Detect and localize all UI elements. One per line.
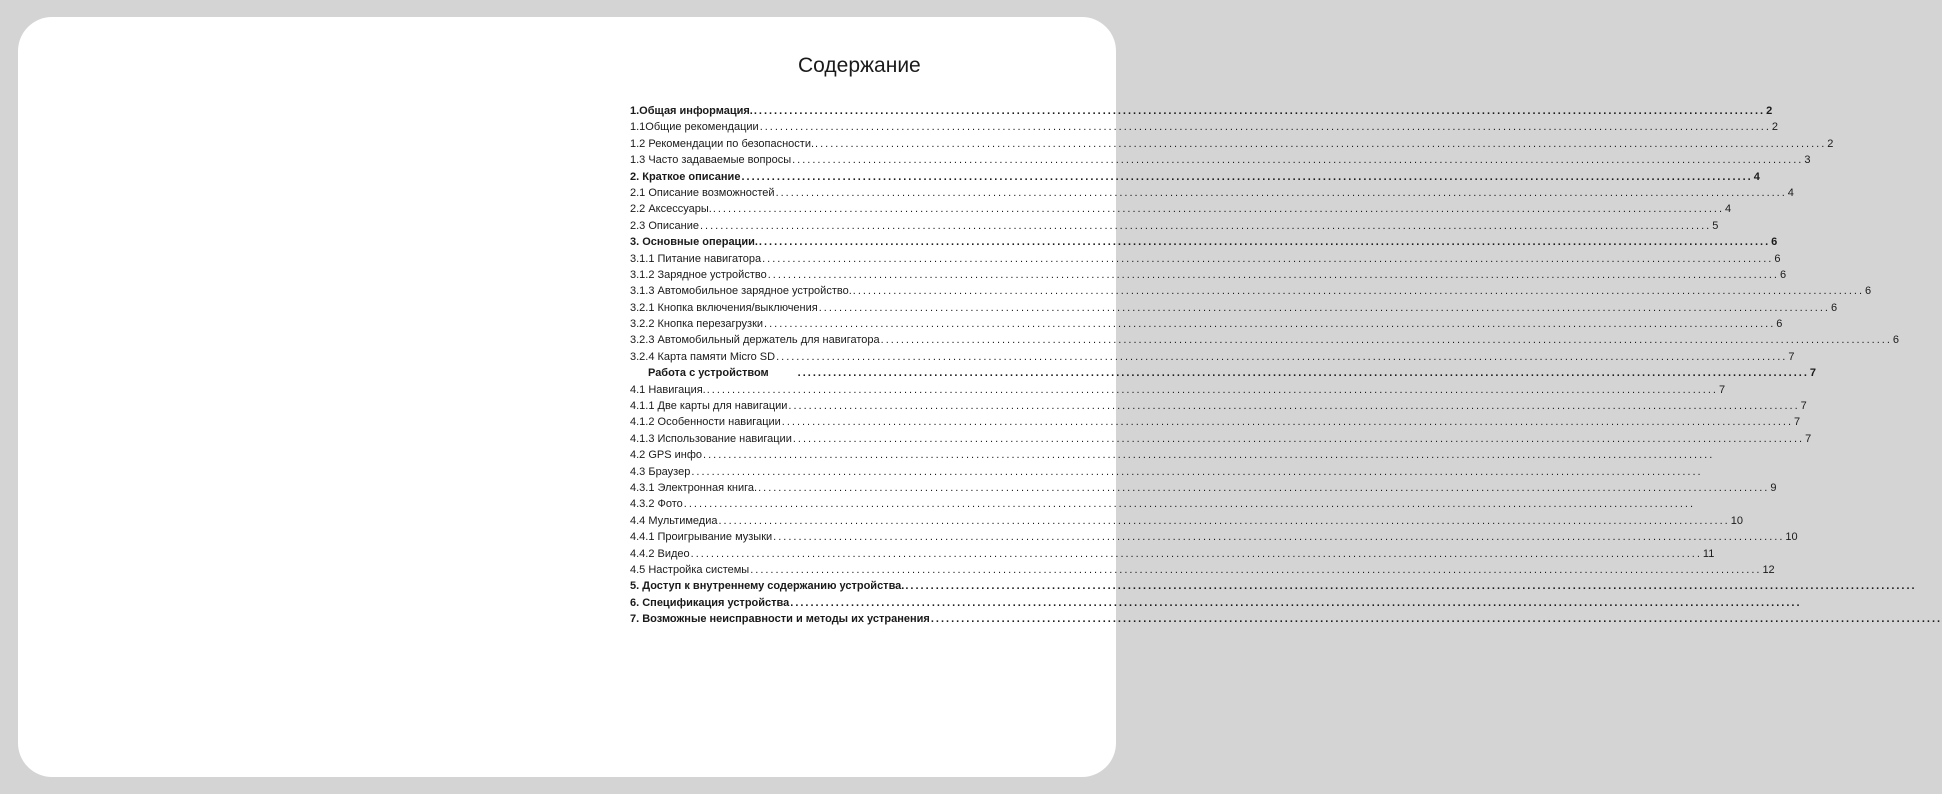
table-of-contents [630, 103, 1942, 628]
toc-entry-leader: ........................................................................................................................................................................................................ [767, 268, 1779, 281]
toc-entry-label: Работа с устройством [648, 367, 769, 380]
toc-entry [630, 234, 1778, 250]
toc-entry-label: 3.1.2 Зарядное устройство [630, 268, 767, 281]
toc-entry-leader: ........................................................................................................................................................................................................ [706, 383, 1718, 396]
toc-entry-label: 1.2 Рекомендации по безопасности. [630, 137, 815, 150]
toc-entry-page: 6 [1774, 252, 1781, 265]
toc-entry-label: 4.1.1 Две карты для навигации [630, 400, 788, 413]
toc-entry-page: 4 [1753, 170, 1760, 183]
toc-entry-page: 6 [1776, 318, 1783, 331]
toc-entry [630, 595, 1802, 611]
toc-entry [630, 513, 1743, 529]
toc-entry-page: 6 [1865, 285, 1872, 298]
toc-entry-label: 3. Основные операции. [630, 236, 758, 249]
toc-entry-leader: ........................................................................................................................................................................................................ [759, 121, 1771, 134]
toc-entry-leader: ........................................................................................................................................................................................................ [712, 203, 1725, 216]
toc-entry [630, 300, 1838, 316]
toc-entry-label: 2. Краткое описание [630, 170, 741, 183]
toc-entry-leader: ........................................................................................................................................................................................................ [750, 563, 1762, 576]
toc-entry [630, 201, 1732, 217]
toc-entry [630, 464, 1703, 480]
toc-entry-label: 1.1Общие рекомендации [630, 121, 759, 134]
toc-entry-label: 4.3.2 Фото [630, 498, 683, 511]
toc-entry [630, 546, 1715, 562]
toc-entry-label: 1.Общая информация. [630, 105, 753, 117]
toc-entry-leader: ........................................................................................................................................................................................................ [741, 170, 1753, 183]
toc-entry-leader: ........................................................................................................................................................................................................ [764, 318, 1776, 331]
toc-entry-label: 3.2.1 Кнопка включения/выключения [630, 301, 818, 314]
toc-entry [630, 218, 1719, 234]
toc-entry [630, 365, 1817, 381]
toc-entry-leader: ........................................................................................................................................................................................................ [690, 547, 1702, 560]
toc-entry-label: 3.2.4 Карта памяти Micro SD [630, 350, 776, 363]
toc-entry [630, 332, 1900, 348]
toc-entry-page: 11 [1702, 547, 1715, 560]
toc-entry-page: 10 [1730, 514, 1743, 527]
toc-entry-page: 2 [1771, 121, 1779, 134]
toc-entry [630, 152, 1811, 168]
toc-entry-label: 4.3 Браузер [630, 465, 691, 478]
toc-entry [630, 136, 1834, 152]
toc-entry-label: 7. Возможные неисправности и методы их устранения [630, 613, 930, 626]
toc-entry-leader: ........................................................................................................................................................................................................ [691, 465, 1703, 478]
toc-entry [630, 398, 1807, 414]
toc-entry [630, 447, 1715, 463]
toc-entry-page: 6 [1892, 334, 1900, 347]
toc-entry [630, 349, 1795, 365]
toc-entry-label: 4.1.2 Особенности навигации [630, 416, 781, 429]
toc-entry-leader: ........................................................................................................................................................................................................ [792, 154, 1804, 167]
toc-entry [630, 529, 1798, 545]
toc-entry-page: 3 [1804, 154, 1811, 167]
toc-entry-leader: ........................................................................................................................................................................................................ [792, 432, 1805, 445]
toc-entry-page: 7 [1794, 416, 1801, 429]
toc-entry-page: 5 [1712, 219, 1719, 232]
toc-entry-label: 6. Спецификация устройства [630, 596, 790, 609]
toc-entry-label: 4.1.3 Использование навигации [630, 432, 792, 445]
toc-entry-page: 2 [1827, 137, 1834, 150]
toc-entry-leader: ........................................................................................................................................................................................................ [852, 285, 1864, 298]
toc-entry-leader: ........................................................................................................................................................................................................ [776, 350, 1788, 363]
toc-entry-leader: ........................................................................................................................................................................................................ [818, 301, 1830, 314]
toc-entry [630, 267, 1787, 283]
toc-entry-leader: ........................................................................................................................................................................................................ [773, 531, 1785, 544]
toc-entry-leader: ........................................................................................................................................................................................................ [880, 334, 1892, 347]
toc-entry-leader: ........................................................................................................................................................................................................ [930, 613, 1942, 626]
toc-entry [630, 103, 1773, 119]
toc-entry-label: 2.3 Описание [630, 219, 699, 232]
toc-entry-leader: ........................................................................................................................................................................................................ [781, 416, 1794, 429]
toc-entry-leader: ........................................................................................................................................................................................................ [699, 219, 1712, 232]
toc-entry-page: 6 [1771, 236, 1778, 249]
toc-entry-label: 4.2 GPS инфо [630, 449, 703, 462]
toc-entry-label: 4.3.1 Электронная книга. [630, 481, 758, 494]
toc-entry-page: 10 [1785, 531, 1798, 544]
toc-title: Содержание [798, 54, 921, 77]
toc-entry-page: 9 [1770, 481, 1777, 494]
toc-entry-leader: ........................................................................................................................................................................................................ [797, 367, 1809, 380]
toc-entry-leader: ........................................................................................................................................................................................................ [753, 105, 1766, 117]
toc-entry-page: 4 [1787, 186, 1794, 199]
toc-entry [630, 316, 1783, 332]
toc-entry-leader: ........................................................................................................................................................................................................ [683, 498, 1696, 511]
toc-entry-label: 3.2.2 Кнопка перезагрузки [630, 318, 764, 331]
toc-entry-page: 4 [1725, 203, 1732, 216]
toc-entry [630, 480, 1777, 496]
toc-entry [630, 496, 1696, 512]
toc-entry-page: 7 [1718, 383, 1726, 396]
toc-entry [630, 185, 1794, 201]
toc-entry-label: 3.2.3 Автомобильный держатель для навигатора [630, 334, 880, 347]
toc-entry-page: 7 [1805, 432, 1812, 445]
toc-entry-leader: ........................................................................................................................................................................................................ [718, 514, 1730, 527]
toc-entry-leader: ........................................................................................................................................................................................................ [758, 236, 1771, 249]
toc-entry-label: 4.4.2 Видео [630, 547, 690, 560]
toc-entry-label: 2.2 Аксессуары. [630, 203, 712, 216]
toc-entry [630, 578, 1917, 594]
toc-entry [630, 611, 1942, 627]
toc-entry [630, 562, 1775, 578]
toc-entry-leader: ........................................................................................................................................................................................................ [762, 252, 1774, 265]
toc-entry-label: 5. Доступ к внутреннему содержанию устройства. [630, 580, 905, 593]
toc-entry [630, 251, 1781, 267]
toc-entry-label: 1.3 Часто задаваемые вопросы [630, 154, 792, 167]
toc-entry-label: 2.1 Описание возможностей [630, 186, 775, 199]
toc-entry-label: 3.1.3 Автомобильное зарядное устройство. [630, 285, 852, 298]
toc-entry-page: 7 [1788, 350, 1795, 363]
toc-entry-label: 3.1.1 Питание навигатора [630, 252, 762, 265]
toc-entry-leader: ........................................................................................................................................................................................................ [788, 400, 1800, 413]
toc-entry-label: 4.4.1 Проигрывание музыки [630, 531, 773, 544]
toc-entry-label: 4.1 Навигация. [630, 383, 706, 396]
toc-entry-label: 4.5 Настройка системы [630, 563, 750, 576]
toc-entry-leader: ........................................................................................................................................................................................................ [790, 596, 1802, 609]
toc-entry-page: 12 [1762, 563, 1775, 576]
toc-entry-page: 7 [1809, 367, 1817, 380]
toc-entry [630, 382, 1726, 398]
toc-entry-leader: ........................................................................................................................................................................................................ [815, 137, 1827, 150]
toc-entry-leader: ........................................................................................................................................................................................................ [905, 580, 1917, 593]
toc-entry-label: 4.4 Мультимедиа [630, 514, 718, 527]
toc-entry [630, 119, 1779, 135]
toc-entry-page: 6 [1830, 301, 1838, 314]
toc-entry-leader: ........................................................................................................................................................................................................ [758, 481, 1770, 494]
toc-entry-page: 7 [1800, 400, 1807, 413]
toc-entry-leader: ........................................................................................................................................................................................................ [775, 186, 1787, 199]
toc-entry [630, 283, 1872, 299]
toc-entry-page: 6 [1779, 268, 1787, 281]
toc-entry [630, 431, 1812, 447]
toc-entry [630, 414, 1801, 430]
toc-entry [630, 169, 1760, 185]
toc-entry-page: 2 [1766, 105, 1773, 117]
document-page [18, 17, 1942, 777]
toc-entry-leader: ........................................................................................................................................................................................................ [703, 449, 1715, 462]
